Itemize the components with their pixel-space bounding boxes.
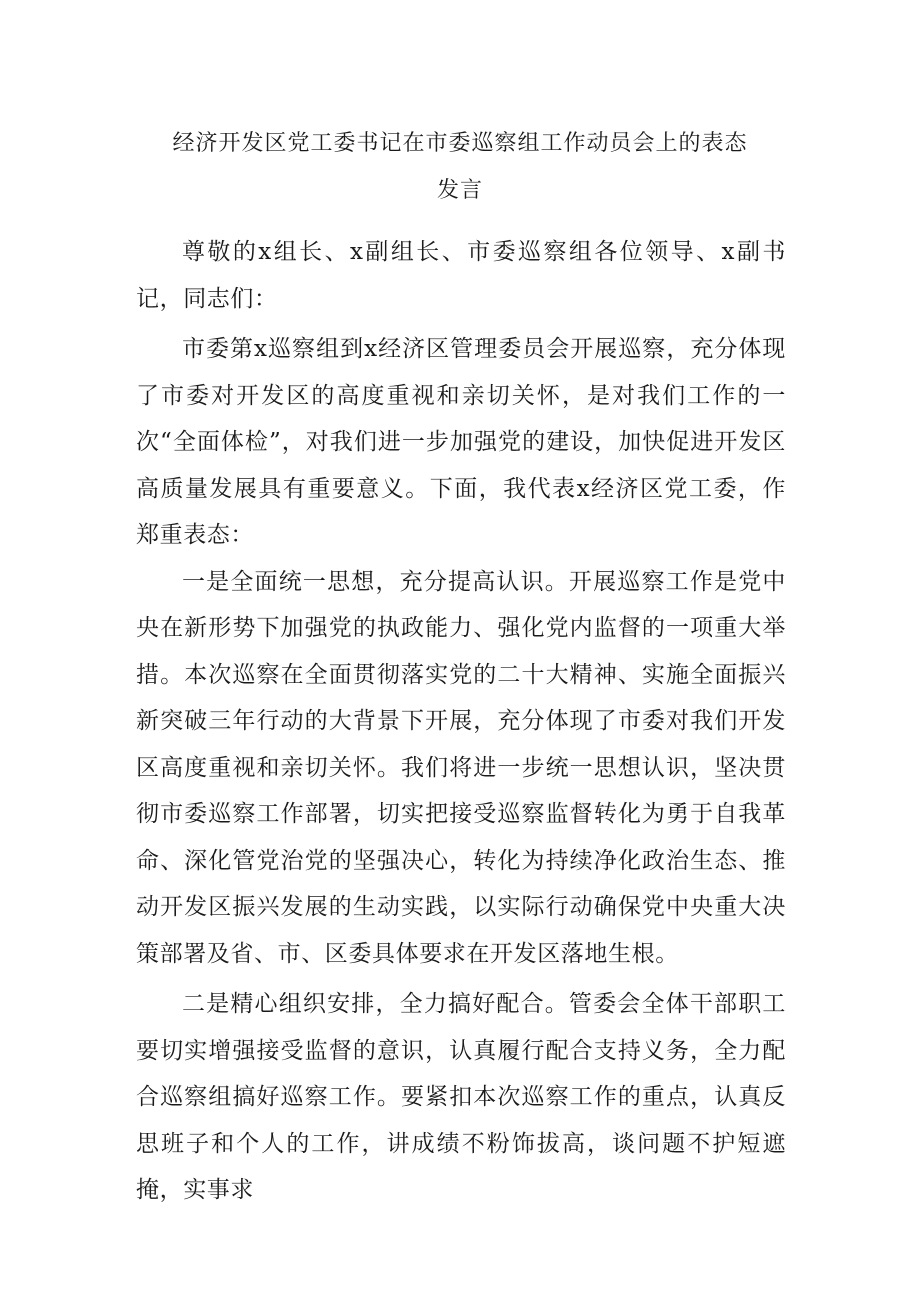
body-paragraph: 市委第x巡察组到x经济区管理委员会开展巡察，充分体现了市委对开发区的高度重视和亲切关怀，是对我们工作的一次“全面体检”，对我们进一步加强党的建设，加快促进开发区高质量发展具有重要意义。下面，我代表x经济区党工委，作郑重表态： [136,336,786,548]
document-title-line-2: 发言 [436,178,483,203]
body-paragraph: 一是全面统一思想，充分提高认识。开展巡察工作是党中央在新形势下加强党的执政能力、强化党内监督的一项重大举措。本次巡察在全面贯彻落实党的二十大精神、实施全面振兴新突破三年行动的大背景下开展，充分体现了市委对我们开发区高度重视和亲切关怀。我们将进一步统一思想认识，坚决贯彻市委巡察工作部署，切实把接受巡察监督转化为勇于自我革命、深化管党治党的坚强决心，转化为持续净化政治生态、推动开发区振兴发展的生动实践，以实际行动确保党中央重大决策部署及省、市、区委具体要求在开发区落地生根。 [136,568,786,967]
document-body [136,229,786,1214]
document-title-line-1: 经济开发区党工委书记在市委巡察组工作动员会上的表态 [172,131,748,156]
salutation-paragraph: 尊敬的x组长、x副组长、市委巡察组各位领导、x副书记，同志们： [136,239,786,312]
body-paragraph: 二是精心组织安排，全力搞好配合。管委会全体干部职工要切实增强接受监督的意识，认真履行配合支持义务，全力配合巡察组搞好巡察工作。要紧扣本次巡察工作的重点，认真反思班子和个人的工作，讲成绩不粉饰拔高，谈问题不护短遮掩，实事求 [136,991,786,1203]
